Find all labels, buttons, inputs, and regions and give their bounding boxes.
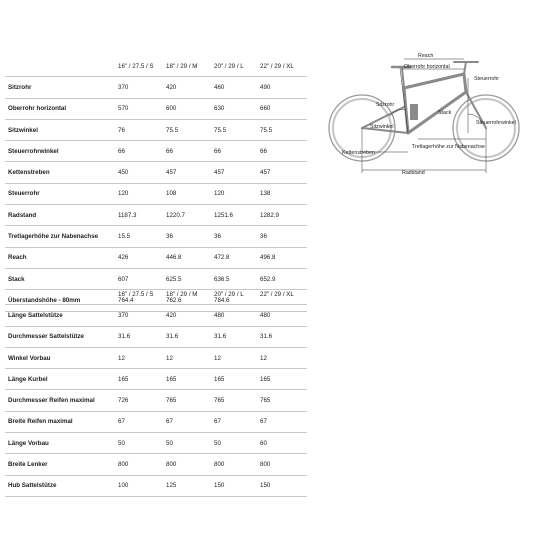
label-seat-angle: Sitzwinkel (370, 124, 394, 130)
cell-value: 36 (257, 226, 307, 247)
row-label: Kettenstreben (5, 162, 115, 183)
cell-value: 652.9 (257, 268, 307, 289)
cell-value: 600 (163, 98, 211, 119)
cell-value: 12 (163, 347, 211, 368)
column-header: 20" / 29 / L (211, 284, 257, 305)
cell-value: 800 (163, 454, 211, 475)
column-header: 20" / 29 / L (211, 56, 257, 77)
table-row (5, 369, 307, 390)
cell-value: 138 (257, 183, 307, 204)
bike-geometry-diagram (318, 48, 530, 183)
cell-value: 460 (211, 77, 257, 98)
row-label: Breite Reifen maximal (5, 411, 115, 432)
cell-value: 66 (163, 141, 211, 162)
cell-value: 726 (115, 390, 163, 411)
table-row (5, 183, 307, 204)
cell-value: 67 (257, 411, 307, 432)
geometry-table (5, 56, 307, 312)
cell-value: 100 (115, 475, 163, 496)
cell-value: 76 (115, 119, 163, 140)
row-label: Oberrohr horizontal (5, 98, 115, 119)
cell-value: 60 (257, 433, 307, 454)
row-label: Winkel Vorbau (5, 347, 115, 368)
row-label: Durchmesser Reifen maximal (5, 390, 115, 411)
cell-value: 75.5 (163, 119, 211, 140)
cell-value: 457 (163, 162, 211, 183)
cell-value: 800 (115, 454, 163, 475)
cell-value: 75.5 (257, 119, 307, 140)
row-label: Länge Sattelstütze (5, 305, 115, 326)
cell-value: 36 (211, 226, 257, 247)
cell-value: 150 (211, 475, 257, 496)
cell-value: 625.5 (163, 268, 211, 289)
cell-value: 457 (257, 162, 307, 183)
cell-value: 165 (115, 369, 163, 390)
label-seat-tube: Sitzrohr (376, 102, 395, 108)
cell-value: 370 (115, 305, 163, 326)
row-label: Stack (5, 268, 115, 289)
cell-value: 496.8 (257, 247, 307, 268)
header-row (5, 284, 307, 305)
row-label: Sitzwinkel (5, 119, 115, 140)
column-header: 18" / 29 / M (163, 56, 211, 77)
label-top-tube: Oberrohr horizontal (404, 64, 450, 70)
table-row (5, 226, 307, 247)
row-label: Länge Kurbel (5, 369, 115, 390)
cell-value: 420 (163, 77, 211, 98)
table-row (5, 433, 307, 454)
table-row (5, 305, 307, 326)
cell-value: 125 (163, 475, 211, 496)
cell-value: 480 (257, 305, 307, 326)
cell-value: 1187.3 (115, 205, 163, 226)
cell-value: 36 (163, 226, 211, 247)
cell-value: 31.6 (257, 326, 307, 347)
cell-value: 150 (257, 475, 307, 496)
cell-value: 607 (115, 268, 163, 289)
row-label: Radstand (5, 205, 115, 226)
cell-value: 420 (163, 305, 211, 326)
cell-value: 15.5 (115, 226, 163, 247)
label-bb-height: Tretlagerhöhe zur Nabenachse (412, 144, 485, 150)
row-label: Hub Sattelstütze (5, 475, 115, 496)
row-label: Reach (5, 247, 115, 268)
cell-value: 636.5 (211, 268, 257, 289)
cell-value: 630 (211, 98, 257, 119)
cell-value: 66 (211, 141, 257, 162)
label-head-angle: Steuerrohrwinkel (476, 120, 516, 126)
table-row (5, 162, 307, 183)
table-row (5, 390, 307, 411)
cell-value: 765 (211, 390, 257, 411)
cell-value: 120 (115, 183, 163, 204)
cell-value: 66 (115, 141, 163, 162)
cell-value: 12 (115, 347, 163, 368)
cell-value: 660 (257, 98, 307, 119)
cell-value: 31.6 (211, 326, 257, 347)
row-label: Überstandshöhe - 80mm (5, 290, 115, 311)
table-row (5, 77, 307, 98)
cell-value: 1220.7 (163, 205, 211, 226)
cell-value: 1251.6 (211, 205, 257, 226)
cell-value: 66 (257, 141, 307, 162)
cell-value: 762.6 (163, 290, 211, 311)
cell-value: 765 (163, 390, 211, 411)
column-header: 18" / 29 / M (163, 284, 211, 305)
cell-value: 165 (257, 369, 307, 390)
table-row (5, 119, 307, 140)
row-label: Steuerrohr (5, 183, 115, 204)
cell-value: 472.8 (211, 247, 257, 268)
cell-value: 370 (115, 77, 163, 98)
table-row (5, 347, 307, 368)
cell-value: 570 (115, 98, 163, 119)
table-row (5, 247, 307, 268)
table-row (5, 205, 307, 226)
label-chainstays: Kettenstreben (342, 150, 375, 156)
cell-value: 50 (211, 433, 257, 454)
label-reach: Reach (418, 53, 434, 59)
cell-value: 50 (163, 433, 211, 454)
header-row (5, 56, 307, 77)
table-row (5, 454, 307, 475)
cell-value: 67 (115, 411, 163, 432)
label-head-tube: Steuerrohr (474, 76, 500, 82)
cell-value: 50 (115, 433, 163, 454)
row-label: Durchmesser Sattelstütze (5, 326, 115, 347)
cell-value: 800 (211, 454, 257, 475)
cell-value: 800 (257, 454, 307, 475)
table-row (5, 326, 307, 347)
row-label: Sitzrohr (5, 77, 115, 98)
column-header (5, 56, 115, 77)
label-wheelbase: Radstand (402, 170, 425, 176)
cell-value: 426 (115, 247, 163, 268)
column-header: 16" / 27.5 / S (115, 56, 163, 77)
column-header: 22" / 29 / XL (257, 56, 307, 77)
cell-value: 165 (211, 369, 257, 390)
table-row (5, 141, 307, 162)
row-label: Tretlagerhöhe zur Nabenachse (5, 226, 115, 247)
row-label: Steuerrohrwinkel (5, 141, 115, 162)
column-header: 22" / 29 / XL (257, 284, 307, 305)
cell-value: 67 (163, 411, 211, 432)
cell-value: 457 (211, 162, 257, 183)
cell-value: 450 (115, 162, 163, 183)
table-row (5, 98, 307, 119)
cell-value: 165 (163, 369, 211, 390)
label-stack: Stack (438, 110, 452, 116)
cell-value: 446.8 (163, 247, 211, 268)
cell-value: 764.4 (115, 290, 163, 311)
cell-value: 12 (257, 347, 307, 368)
cell-value: 1282.9 (257, 205, 307, 226)
cell-value: 12 (211, 347, 257, 368)
cell-value: 120 (211, 183, 257, 204)
cell-value: 480 (211, 305, 257, 326)
table-row (5, 475, 307, 496)
table-row (5, 411, 307, 432)
column-header (5, 284, 115, 305)
cell-value: 490 (257, 77, 307, 98)
cell-value: 31.6 (163, 326, 211, 347)
cell-value: 108 (163, 183, 211, 204)
components-table (5, 284, 307, 497)
cell-value: 765 (257, 390, 307, 411)
row-label: Breite Lenker (5, 454, 115, 475)
cell-value: 67 (211, 411, 257, 432)
cell-value: 784.6 (211, 290, 257, 311)
cell-value: 75.5 (211, 119, 257, 140)
column-header: 16" / 27.5 / S (115, 284, 163, 305)
cell-value: 31.6 (115, 326, 163, 347)
row-label: Länge Vorbau (5, 433, 115, 454)
